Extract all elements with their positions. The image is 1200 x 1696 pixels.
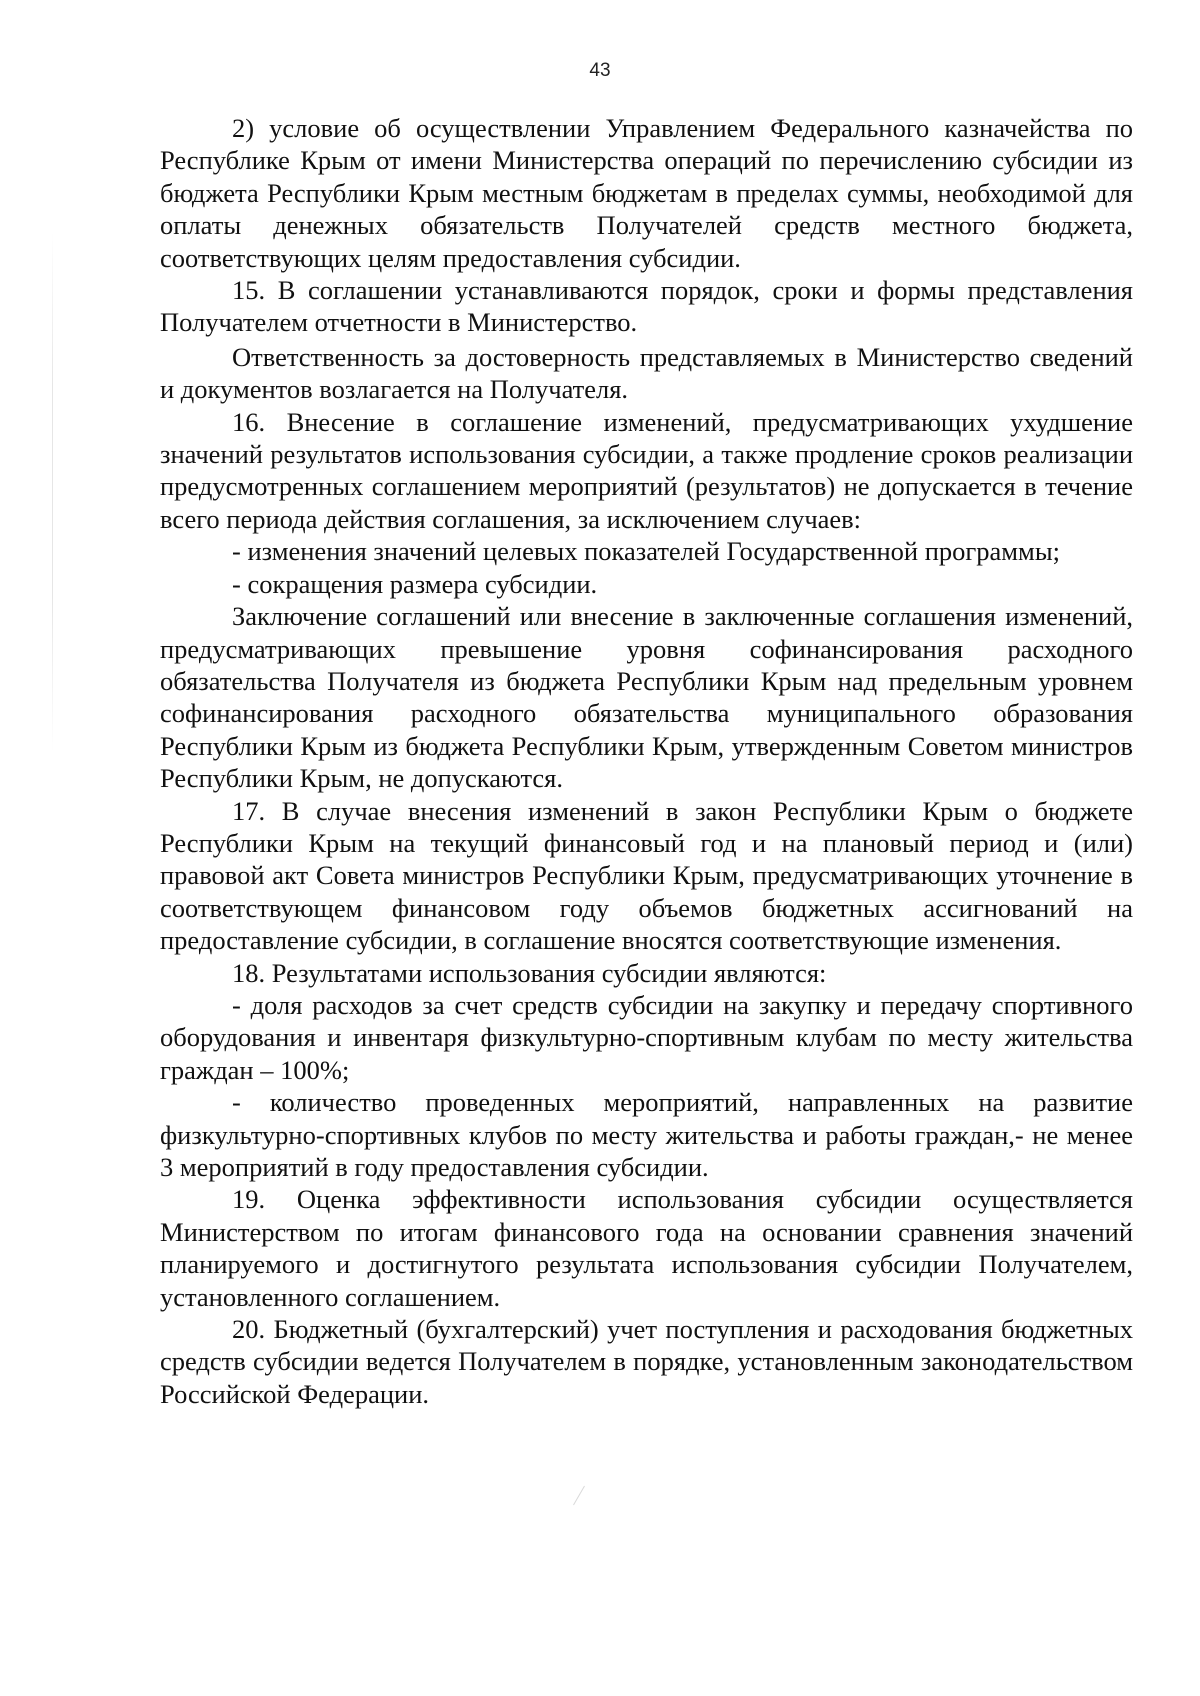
document-body [160,112,1133,1410]
page-number: 43 [589,60,611,81]
paragraph-responsibility: Ответственность за достоверность представляемых в Министерство сведений и документов возлагается на Получателя. [160,341,1133,405]
paragraph-subpoint-2: 2) условие об осуществлении Управлением Федерального казначейства по Республике Крым от имени Министерства операций по перечислению субсидии из бюджета Республики Крым местным бюджетам в пределах суммы, необходимой для оплаты денежных обязательств Получателей средств местного бюджета, соответствующих целям предоставления субсидии. [160,113,1133,273]
paragraph-clause-20: 20. Бюджетный (бухгалтерский) учет поступления и расходования бюджетных средств субсидии ведется Получателем в порядке, установленным законодательством Российской Федерации. [160,1314,1133,1409]
paragraph-clause-15: 15. В соглашении устанавливаются порядок, сроки и формы представления Получателем отчетности в Министерство. [160,275,1133,338]
list-item-expense-share: - доля расходов за счет средств субсидии на закупку и передачу спортивного оборудования и инвентаря физкультурно-спортивным клубам по месту жительства граждан – 100%; [160,989,1133,1085]
scan-speck [573,1486,585,1506]
list-item-target-indicators: - изменения значений целевых показателей Государственной программы; [232,536,1060,567]
scan-margin-mark [52,232,53,752]
paragraph-cofinancing: Заключение соглашений или внесение в заключенные соглашения изменений, предусматривающих превышение уровня софинансирования расходного обязательства Получателя из бюджета Республики Крым над предельным уровнем софинансирования расходного обязательства муниципального образования Республики Крым из бюджета Республики Крым, утвержденным Советом министров Республики Крым, не допускаются. [160,601,1133,794]
paragraph-clause-18: 18. Результатами использования субсидии являются: [232,957,827,988]
list-item-events-count: - количество проведенных мероприятий, направленных на развитие физкультурно-спортивных клубов по месту жительства и работы граждан,- не менее 3 мероприятий в году предоставления субсидии. [160,1087,1133,1182]
paragraph-clause-17: 17. В случае внесения изменений в закон Республики Крым о бюджете Республики Крым на текущий финансовый год и на плановый период и (или) правовой акт Совета министров Республики Крым, предусматривающих уточнение в соответствующем финансовом году объемов бюджетных ассигнований на предоставление субсидии, в соглашение вносятся соответствующие изменения. [160,795,1133,956]
list-item-subsidy-reduction: - сокращения размера субсидии. [232,568,598,599]
paragraph-clause-16: 16. Внесение в соглашение изменений, предусматривающих ухудшение значений результатов использования субсидии, а также продление сроков реализации предусмотренных соглашением мероприятий (результатов) не допускается в течение всего периода действия соглашения, за исключением случаев: [160,406,1133,534]
paragraph-clause-19: 19. Оценка эффективности использования субсидии осуществляется Министерством по итогам финансового года на основании сравнения значений планируемого и достигнутого результата использования субсидии Получателем, установленного соглашением. [160,1184,1133,1312]
